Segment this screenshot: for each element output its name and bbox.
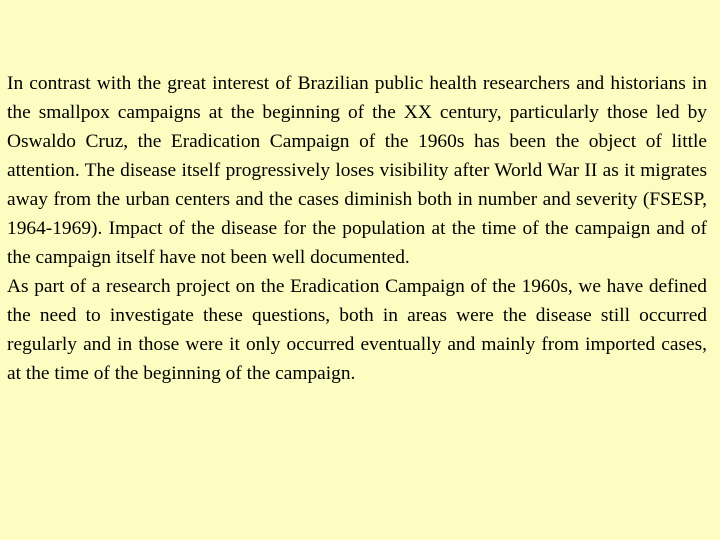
paragraph-introduction: In contrast with the great interest of Brazilian public health researchers and historians in the smallpox campaigns at the beginning of the XX century, particularly those led by Oswaldo Cruz, the Eradication Campaign of the 1960s has been the object of little attention. The disease itself progressively loses visibility after World War II as it migrates away from the urban centers and the cases diminish both in number and severity (FSESP, 1964-1969). Impact of the disease for the population at the time of the campaign and of the campaign itself have not been well documented.	[7, 73, 707, 268]
paragraph-research-project: As part of a research project on the Eradication Campaign of the 1960s, we have defined the need to investigate these questions, both in areas were the disease still occurred regularly and in those were it only occurred eventually and mainly from imported cases, at the time of the beginning of the campaign.	[7, 276, 707, 384]
body-text	[7, 69, 707, 388]
